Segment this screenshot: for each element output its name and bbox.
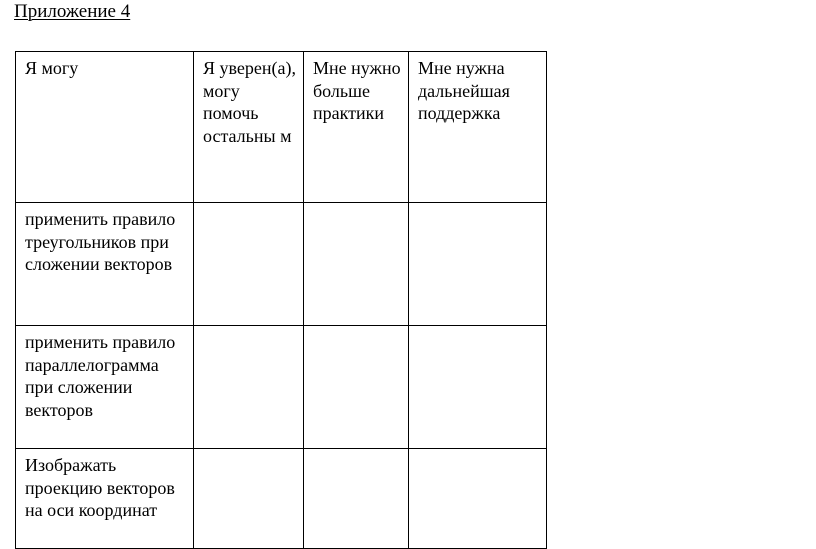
rating-cell-confident[interactable]	[194, 326, 304, 449]
skill-cell: применить правило параллелограмма при сложении векторов	[16, 326, 194, 449]
table-row	[16, 203, 547, 326]
rating-cell-need-support[interactable]	[409, 203, 547, 326]
skill-cell: применить правило треугольников при сложении векторов	[16, 203, 194, 326]
table-header-row	[16, 52, 547, 203]
header-cell-confident: Я уверен(а), могу помочь остальны м	[194, 52, 304, 203]
table-row	[16, 449, 547, 549]
rating-cell-need-practice[interactable]	[304, 326, 409, 449]
rating-cell-need-practice[interactable]	[304, 203, 409, 326]
header-cell-need-support: Мне нужна дальнейшая поддержка	[409, 52, 547, 203]
rating-cell-need-practice[interactable]	[304, 449, 409, 549]
header-cell-i-can: Я могу	[16, 52, 194, 203]
rating-cell-confident[interactable]	[194, 203, 304, 326]
table-row	[16, 326, 547, 449]
self-assessment-table	[15, 51, 547, 549]
appendix-title: Приложение 4	[14, 1, 131, 22]
rating-cell-confident[interactable]	[194, 449, 304, 549]
skill-cell: Изображать проекцию векторов на оси координат	[16, 449, 194, 549]
rating-cell-need-support[interactable]	[409, 449, 547, 549]
rating-cell-need-support[interactable]	[409, 326, 547, 449]
header-cell-need-practice: Мне нужно больше практики	[304, 52, 409, 203]
